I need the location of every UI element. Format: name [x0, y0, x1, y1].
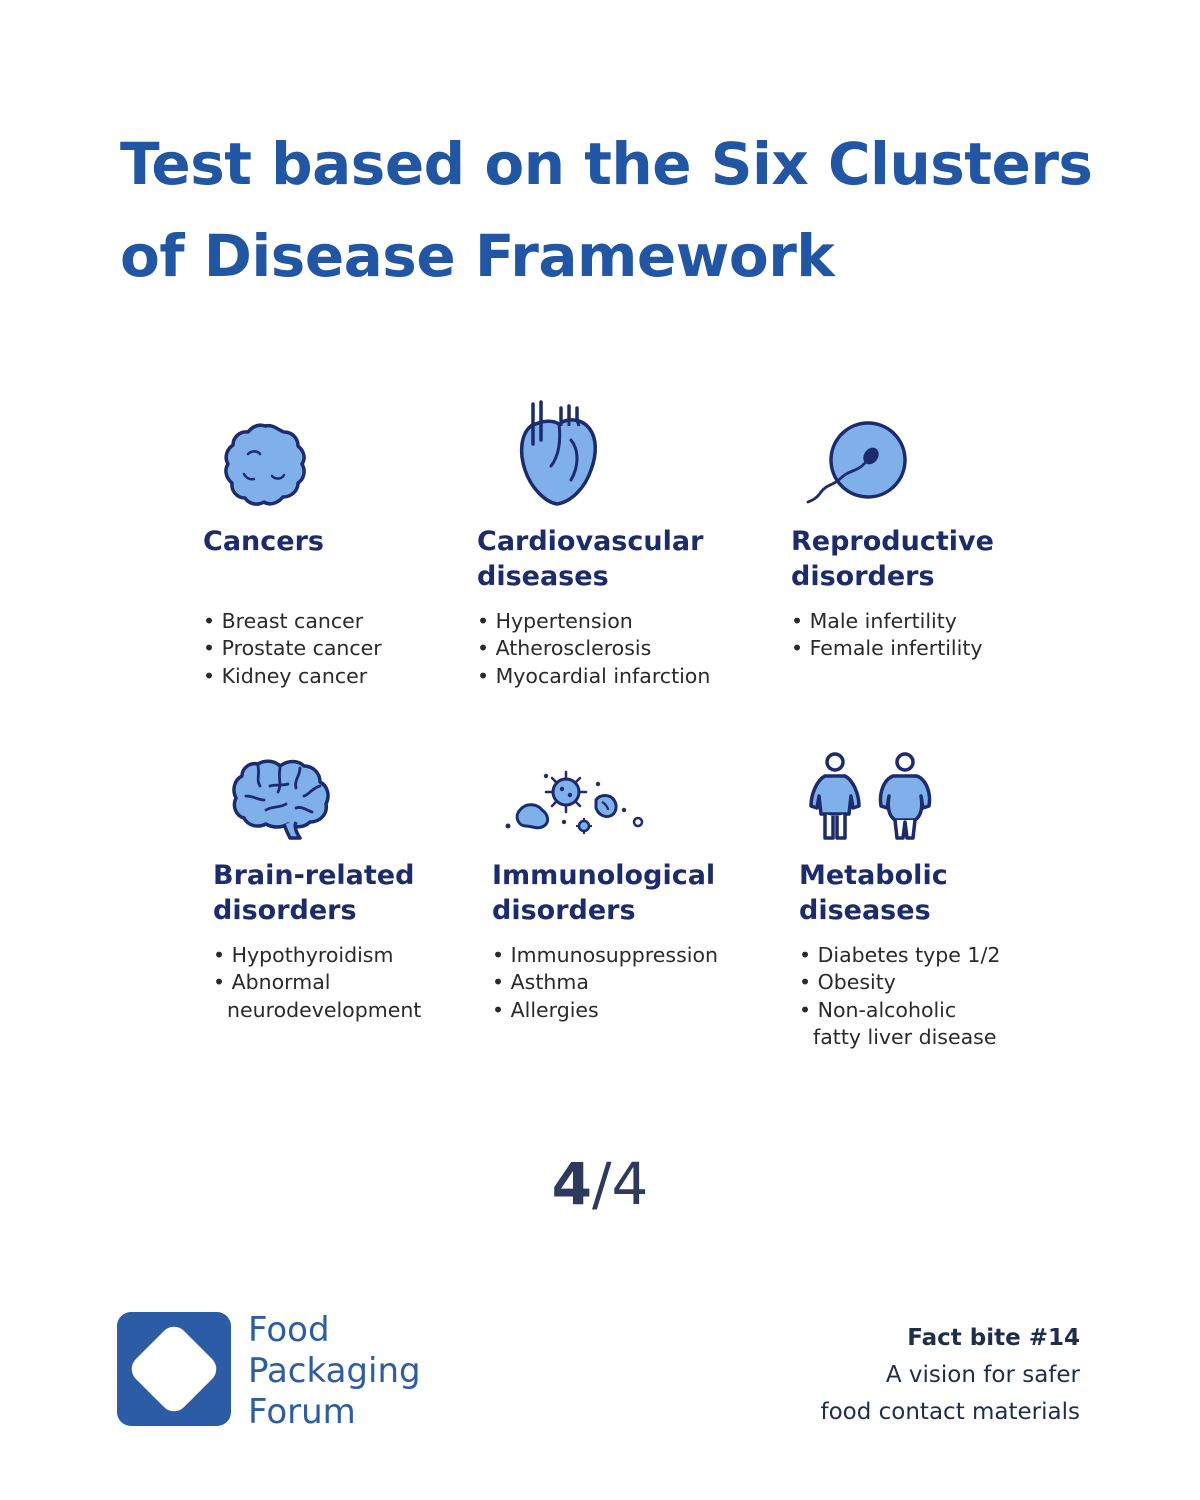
- page-title-line-1: Test based on the Six Clusters: [120, 130, 1093, 198]
- list-item: • Kidney cancer: [203, 663, 382, 690]
- list-item: • Prostate cancer: [203, 635, 382, 662]
- cluster-heading: Immunological disorders: [492, 860, 716, 926]
- page-total: 4: [611, 1150, 649, 1218]
- list-item: • Obesity: [799, 969, 1000, 996]
- cluster-heading: Metabolic diseases: [799, 860, 948, 926]
- heart-icon: [515, 400, 601, 508]
- fact-bite: [820, 1320, 1080, 1431]
- logo-line-1: Food: [248, 1310, 330, 1350]
- logo-line-2: Packaging: [248, 1351, 421, 1391]
- page-indicator: [0, 1150, 1200, 1218]
- list-item: • Atherosclerosis: [477, 635, 710, 662]
- cluster-list: [477, 608, 710, 690]
- cluster-heading: Reproductive disorders: [791, 526, 994, 592]
- microbes-icon: [504, 764, 648, 840]
- cluster-heading: Cardiovascular diseases: [477, 526, 704, 592]
- list-item: • Immunosuppression: [492, 942, 718, 969]
- fact-bite-line-1: A vision for safer: [885, 1362, 1080, 1388]
- list-item: • Allergies: [492, 997, 718, 1024]
- page-current: 4: [551, 1150, 592, 1218]
- cancer-cell-icon: [218, 418, 312, 512]
- list-item: • Non-alcoholic fatty liver disease: [799, 997, 1000, 1052]
- cluster-list: [799, 942, 1000, 1051]
- cluster-list: [203, 608, 382, 690]
- page-title-line-2: of Disease Framework: [120, 222, 835, 290]
- egg-sperm-icon: [805, 418, 911, 510]
- people-icon: [805, 750, 937, 844]
- fact-bite-title: Fact bite #14: [907, 1325, 1080, 1351]
- brain-icon: [230, 756, 332, 840]
- list-item: • Breast cancer: [203, 608, 382, 635]
- cluster-list: [492, 942, 718, 1024]
- list-item: • Male infertility: [791, 608, 983, 635]
- list-item: • Female infertility: [791, 635, 983, 662]
- cluster-heading: Cancers: [203, 526, 324, 557]
- page-separator: /: [591, 1150, 612, 1218]
- page-title: [120, 118, 1120, 302]
- list-item: • Diabetes type 1/2: [799, 942, 1000, 969]
- list-item: • Hypertension: [477, 608, 710, 635]
- logo-line-3: Forum: [248, 1392, 356, 1432]
- list-item: • Myocardial infarction: [477, 663, 710, 690]
- cluster-list: [791, 608, 983, 663]
- list-item: • Asthma: [492, 969, 718, 996]
- fact-bite-line-2: food contact materials: [820, 1399, 1080, 1425]
- logo-wordmark: [248, 1310, 421, 1433]
- diamond-logo-icon: [117, 1312, 231, 1426]
- cluster-heading: Brain-related disorders: [213, 860, 415, 926]
- cluster-list: [213, 942, 421, 1024]
- list-item: • Hypothyroidism: [213, 942, 421, 969]
- list-item: • Abnormal neurodevelopment: [213, 969, 421, 1024]
